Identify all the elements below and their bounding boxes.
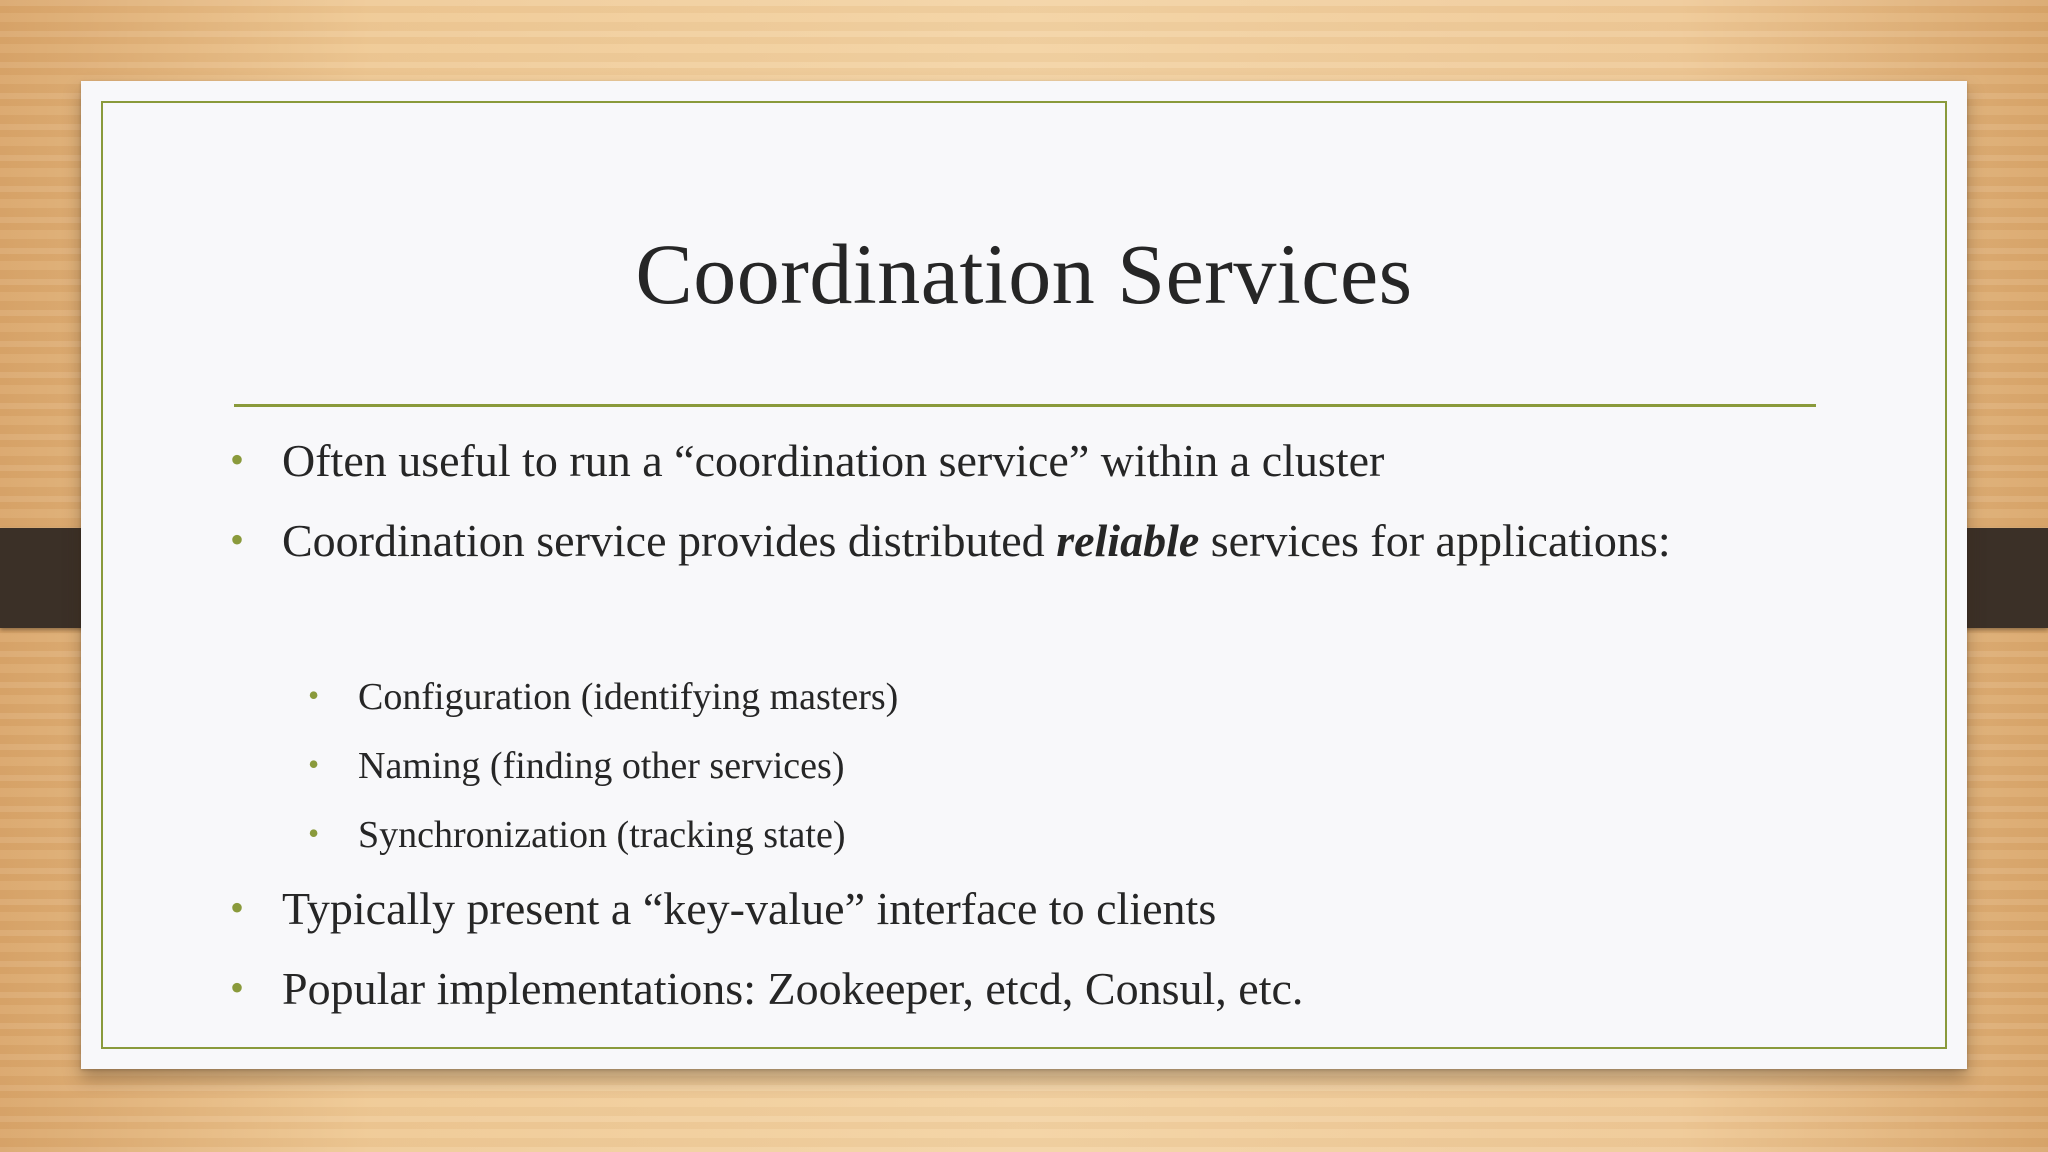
bullet-text: Naming (finding other services) [358, 745, 845, 787]
slide [81, 81, 1967, 1069]
bullet-text [282, 514, 1671, 567]
bullet-icon: • [230, 885, 245, 930]
bullet-icon: • [230, 965, 245, 1010]
bullet-text: Typically present a “key-value” interface to clients [282, 883, 1217, 934]
title-divider [234, 404, 1816, 407]
bullet-text: Popular implementations: Zookeeper, etcd, Consul, etc. [282, 963, 1304, 1014]
emphasized-word: reliable [1056, 515, 1200, 566]
bullet-icon: • [308, 677, 320, 713]
bullet-icon: • [308, 815, 320, 851]
bullet-text-part: services for applications: [1199, 515, 1671, 566]
bullet-text: Synchronization (tracking state) [358, 814, 846, 856]
bullet-icon: • [230, 437, 245, 482]
bullet-text-part: Coordination service provides distributed [282, 515, 1057, 566]
bullet-text: Often useful to run a “coordination service” within a cluster [282, 435, 1385, 486]
bullet-icon: • [308, 746, 320, 782]
bullet-text: Configuration (identifying masters) [358, 676, 899, 718]
slide-title: Coordination Services [635, 226, 1413, 322]
bullet-icon: • [230, 517, 245, 562]
